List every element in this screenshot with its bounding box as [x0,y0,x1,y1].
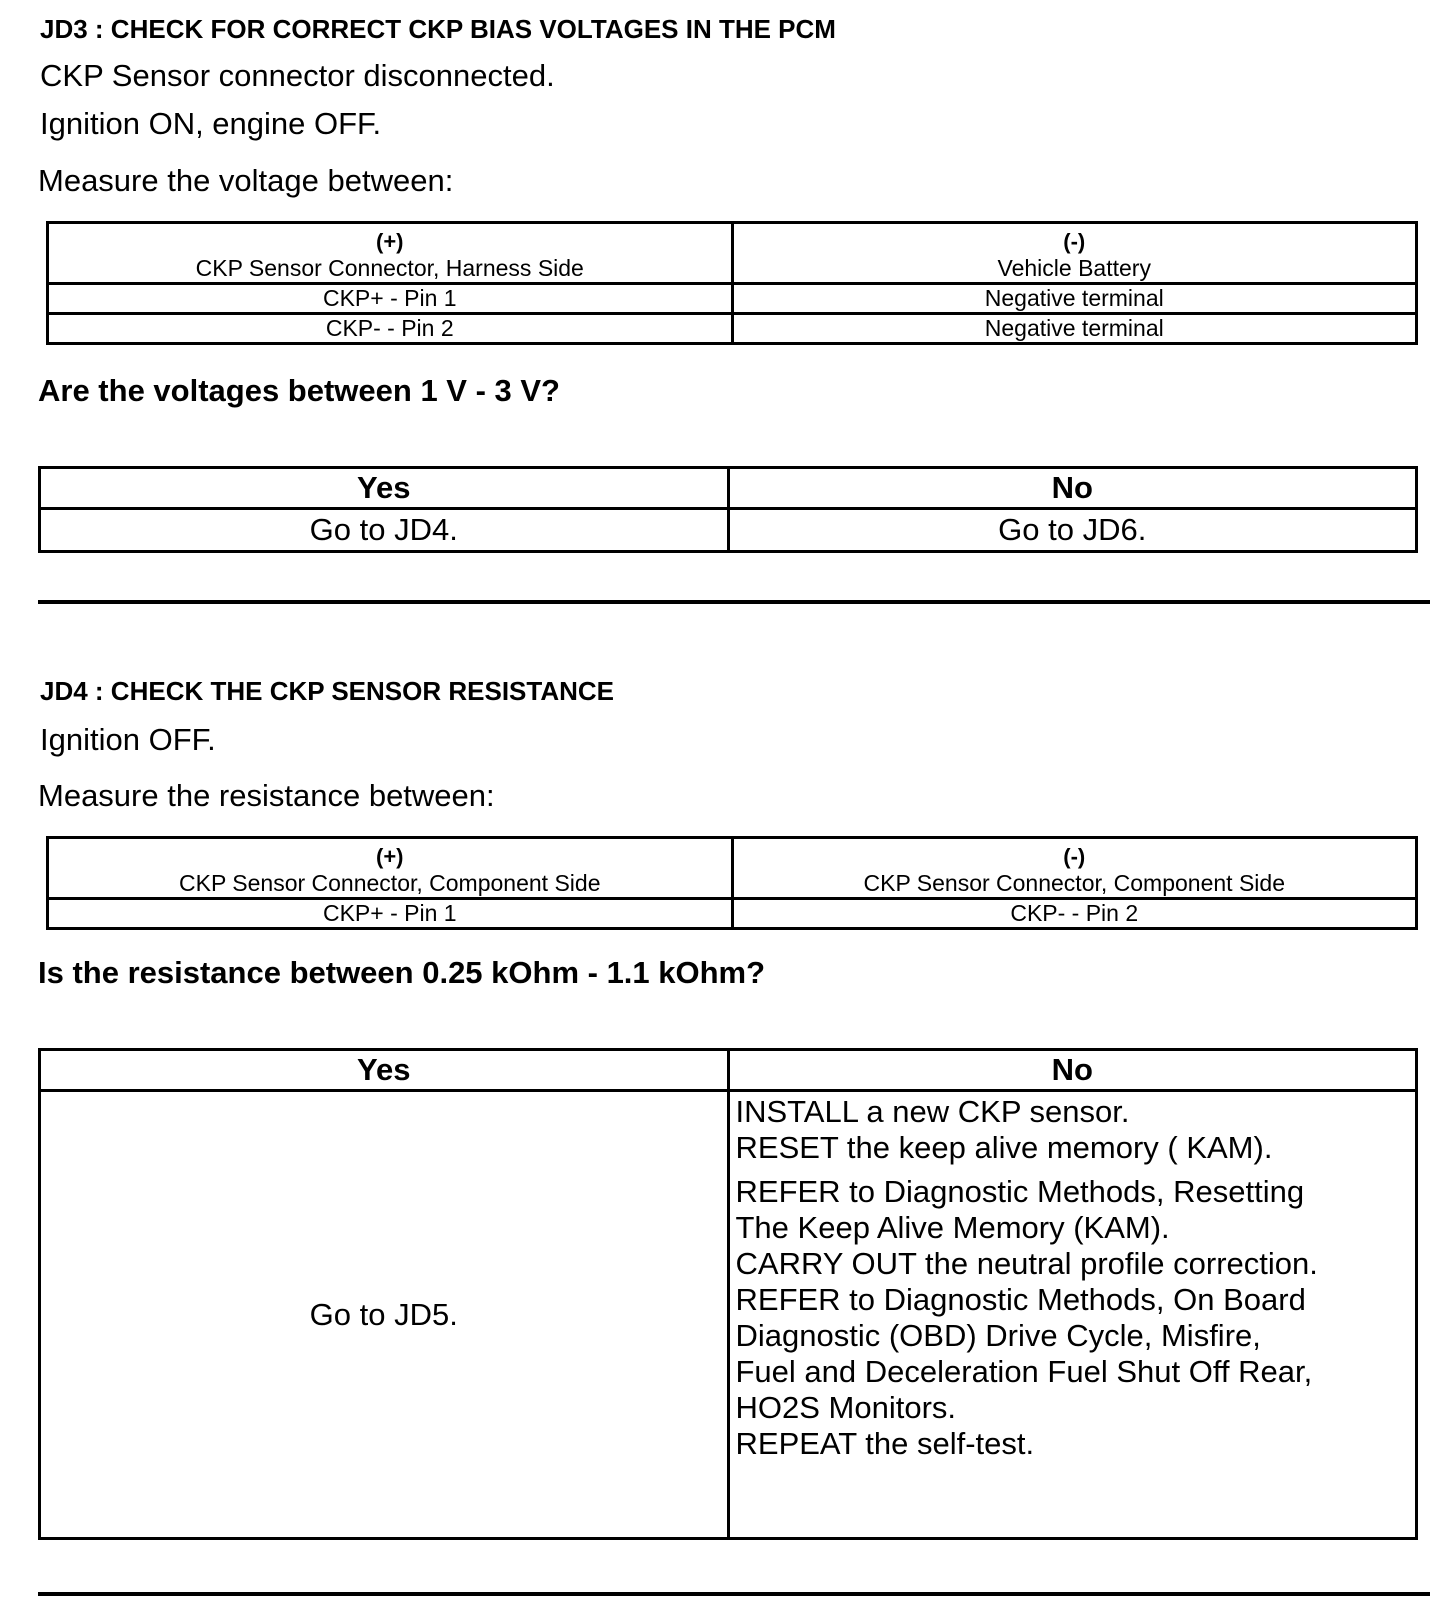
jd3-instruction: Measure the voltage between: [38,163,454,198]
jd4-question: Is the resistance between 0.25 kOhm - 1.1 kOhm? [38,955,766,990]
list-item: REPEAT the self-test. [735,1426,1035,1461]
list-item: INSTALL a new CKP sensor. [735,1094,1130,1129]
negative-symbol: (-) [1063,229,1086,254]
jd3-row1-negative: Negative terminal [732,284,1417,314]
jd4-positive-header [48,838,733,899]
section-divider [38,1592,1430,1596]
list-item: REFER to Diagnostic Methods, Resetting [735,1174,1305,1209]
list-item: CARRY OUT the neutral profile correction. [735,1246,1318,1281]
jd3-no-action: Go to JD6. [728,509,1417,552]
table-row [48,899,1417,929]
list-item: HO2S Monitors. [735,1390,957,1425]
jd3-negative-label: Vehicle Battery [997,255,1151,281]
section-divider [38,600,1430,604]
jd3-yes-action: Go to JD4. [40,509,729,552]
jd3-title: JD3 : CHECK FOR CORRECT CKP BIAS VOLTAGES IN THE PCM [40,14,836,44]
positive-symbol: (+) [376,844,404,869]
jd3-condition-ignition: Ignition ON, engine OFF. [40,106,382,141]
jd4-measurement-table [46,836,1418,930]
jd4-negative-label: CKP Sensor Connector, Component Side [863,870,1285,896]
jd3-row2-positive: CKP- - Pin 2 [48,314,733,344]
jd3-positive-label: CKP Sensor Connector, Harness Side [195,255,584,281]
jd3-no-header: No [728,468,1417,509]
jd4-yes-header: Yes [40,1050,729,1091]
table-row [48,284,1417,314]
jd4-no-header: No [728,1050,1417,1091]
jd3-row1-positive: CKP+ - Pin 1 [48,284,733,314]
jd4-negative-header [732,838,1417,899]
list-item: RESET the keep alive memory ( KAM). [735,1130,1273,1165]
jd4-title: JD4 : CHECK THE CKP SENSOR RESISTANCE [40,676,615,706]
jd3-positive-header [48,223,733,284]
jd3-yes-header: Yes [40,468,729,509]
negative-symbol: (-) [1063,844,1086,869]
jd3-question: Are the voltages between 1 V - 3 V? [38,373,560,408]
jd4-condition-ignition: Ignition OFF. [40,722,216,757]
jd4-yes-action: Go to JD5. [40,1091,729,1539]
jd3-answer-table [38,466,1418,553]
jd4-row1-negative: CKP- - Pin 2 [732,899,1417,929]
jd4-instruction: Measure the resistance between: [38,778,495,813]
jd3-condition-connector: CKP Sensor connector disconnected. [40,58,555,93]
list-item: Diagnostic (OBD) Drive Cycle, Misfire, [735,1318,1261,1353]
positive-symbol: (+) [376,229,404,254]
list-item: The Keep Alive Memory (KAM). [735,1210,1170,1245]
jd4-positive-label: CKP Sensor Connector, Component Side [179,870,601,896]
list-item: Fuel and Deceleration Fuel Shut Off Rear, [735,1354,1313,1389]
jd4-answer-table [38,1048,1418,1540]
jd4-row1-positive: CKP+ - Pin 1 [48,899,733,929]
jd3-row2-negative: Negative terminal [732,314,1417,344]
table-row [48,314,1417,344]
jd3-measurement-table [46,221,1418,345]
jd4-no-actions [728,1091,1417,1539]
list-item: REFER to Diagnostic Methods, On Board [735,1282,1306,1317]
jd3-negative-header [732,223,1417,284]
